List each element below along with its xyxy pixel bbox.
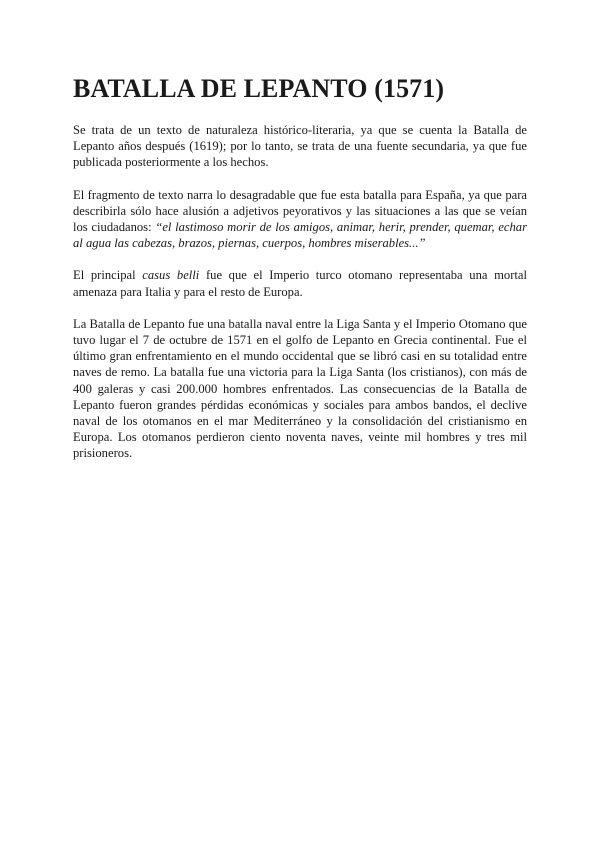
casus-belli-term: casus belli <box>142 268 200 283</box>
paragraph-text: Se trata de un texto de naturaleza histórico-literaria, ya que se cuenta la Batalla de Lepanto años después (1619); por lo tanto, se trata de una fuente secundaria, ya que fue publicada posteriormente a los hechos. <box>73 123 527 170</box>
paragraph-text: La Batalla de Lepanto fue una batalla naval entre la Liga Santa y el Imperio Otomano que tuvo lugar el 7 de octubre de 1571 en el golfo de Lepanto en Grecia continental. Fue el último gran enfrentamiento en el mundo occidental que se libró casi en su totalidad entre naves de remo. La batalla fue una victoria para la Liga Santa (los cristianos), con más de 400 galeras y casi 200.000 hombres enfrentados. Las consecuencias de la Batalla de Lepanto fueron grandes pérdidas económicas y sociales para ambos bandos, el declive naval de los otomanos en el mar Mediterráneo y la consolidación del cristianismo en Europa. Los otomanos perdieron ciento noventa naves, veinte mil hombres y tres mil prisioneros. <box>73 316 527 461</box>
paragraph-text: fue que el Imperio turco otomano representaba una mortal amenaza para Italia y para el resto de Europa. <box>73 268 528 299</box>
paragraph-battle-summary <box>73 316 527 462</box>
paragraph-casus-belli <box>73 267 527 299</box>
paragraph-text: El fragmento de texto narra lo desagradable que fue esta batalla para España, ya que para describirla sólo hace alusión a adjetivos peyorativos y las situaciones a las que se veían los ciudadanos: <box>73 187 527 235</box>
paragraph-source-type <box>73 122 527 171</box>
page-title: BATALLA DE LEPANTO (1571) <box>73 74 445 103</box>
quoted-fragment: “el lastimoso morir de los amigos, animar, herir, prender, quemar, echar al agua las cabezas, brazos, piernas, cuerpos, hombres miserables...” <box>73 220 527 251</box>
paragraph-text: El principal <box>73 268 143 283</box>
document-page <box>73 74 527 478</box>
paragraph-fragment-description <box>73 187 527 252</box>
